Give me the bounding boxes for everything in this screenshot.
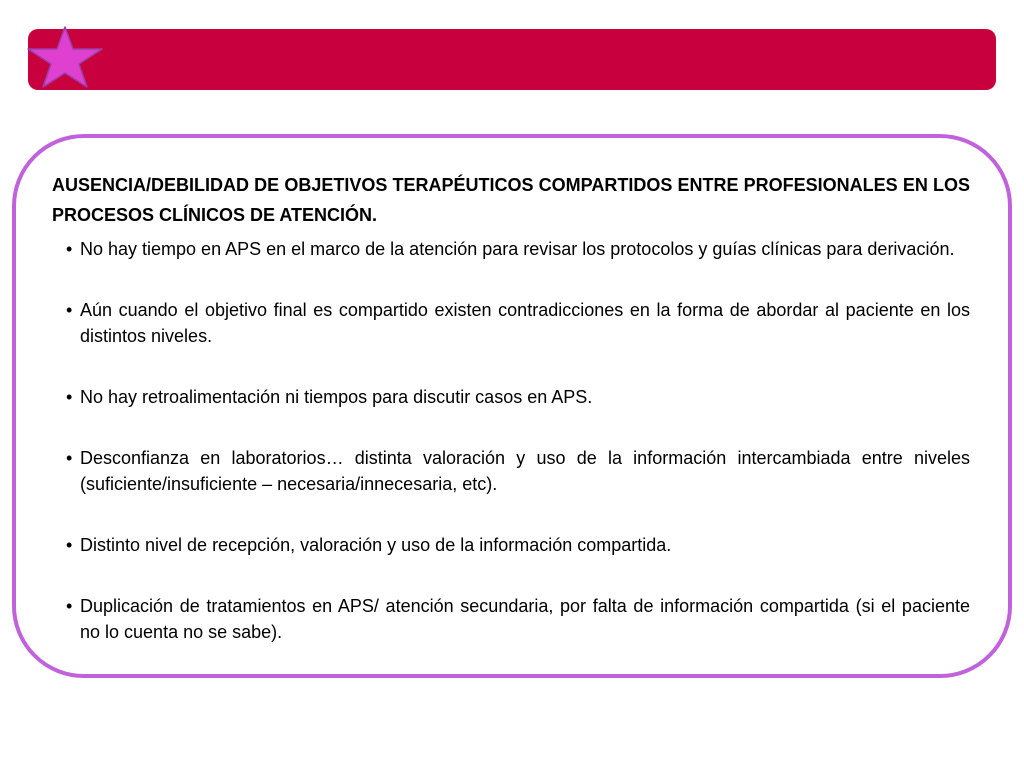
bullet-list: [66, 236, 970, 645]
bullet-item: • Desconfianza en laboratorios… distinta valoración y uso de la información intercambiada entre niveles (suficiente/insuficiente – necesaria/innecesaria, etc).: [66, 445, 970, 497]
bullet-item: • Aún cuando el objetivo final es compartido existen contradicciones en la forma de abordar al paciente en los distintos niveles.: [66, 297, 970, 349]
slide-heading: AUSENCIA/DEBILIDAD DE OBJETIVOS TERAPÉUTICOS COMPARTIDOS ENTRE PROFESIONALES EN LOS PROCESOS CLÍNICOS DE ATENCIÓN.: [52, 175, 970, 225]
bullet-item: • No hay tiempo en APS en el marco de la atención para revisar los protocolos y guías clínicas para derivación.: [66, 236, 970, 262]
bullet-item: • Duplicación de tratamientos en APS/ atención secundaria, por falta de información compartida (si el paciente no lo cuenta no se sabe).: [66, 593, 970, 645]
header-bar: [28, 29, 996, 90]
bullet-item: • No hay retroalimentación ni tiempos para discutir casos en APS.: [66, 384, 970, 410]
star-icon: [24, 24, 106, 90]
bullet-item: • Distinto nivel de recepción, valoración y uso de la información compartida.: [66, 532, 970, 558]
